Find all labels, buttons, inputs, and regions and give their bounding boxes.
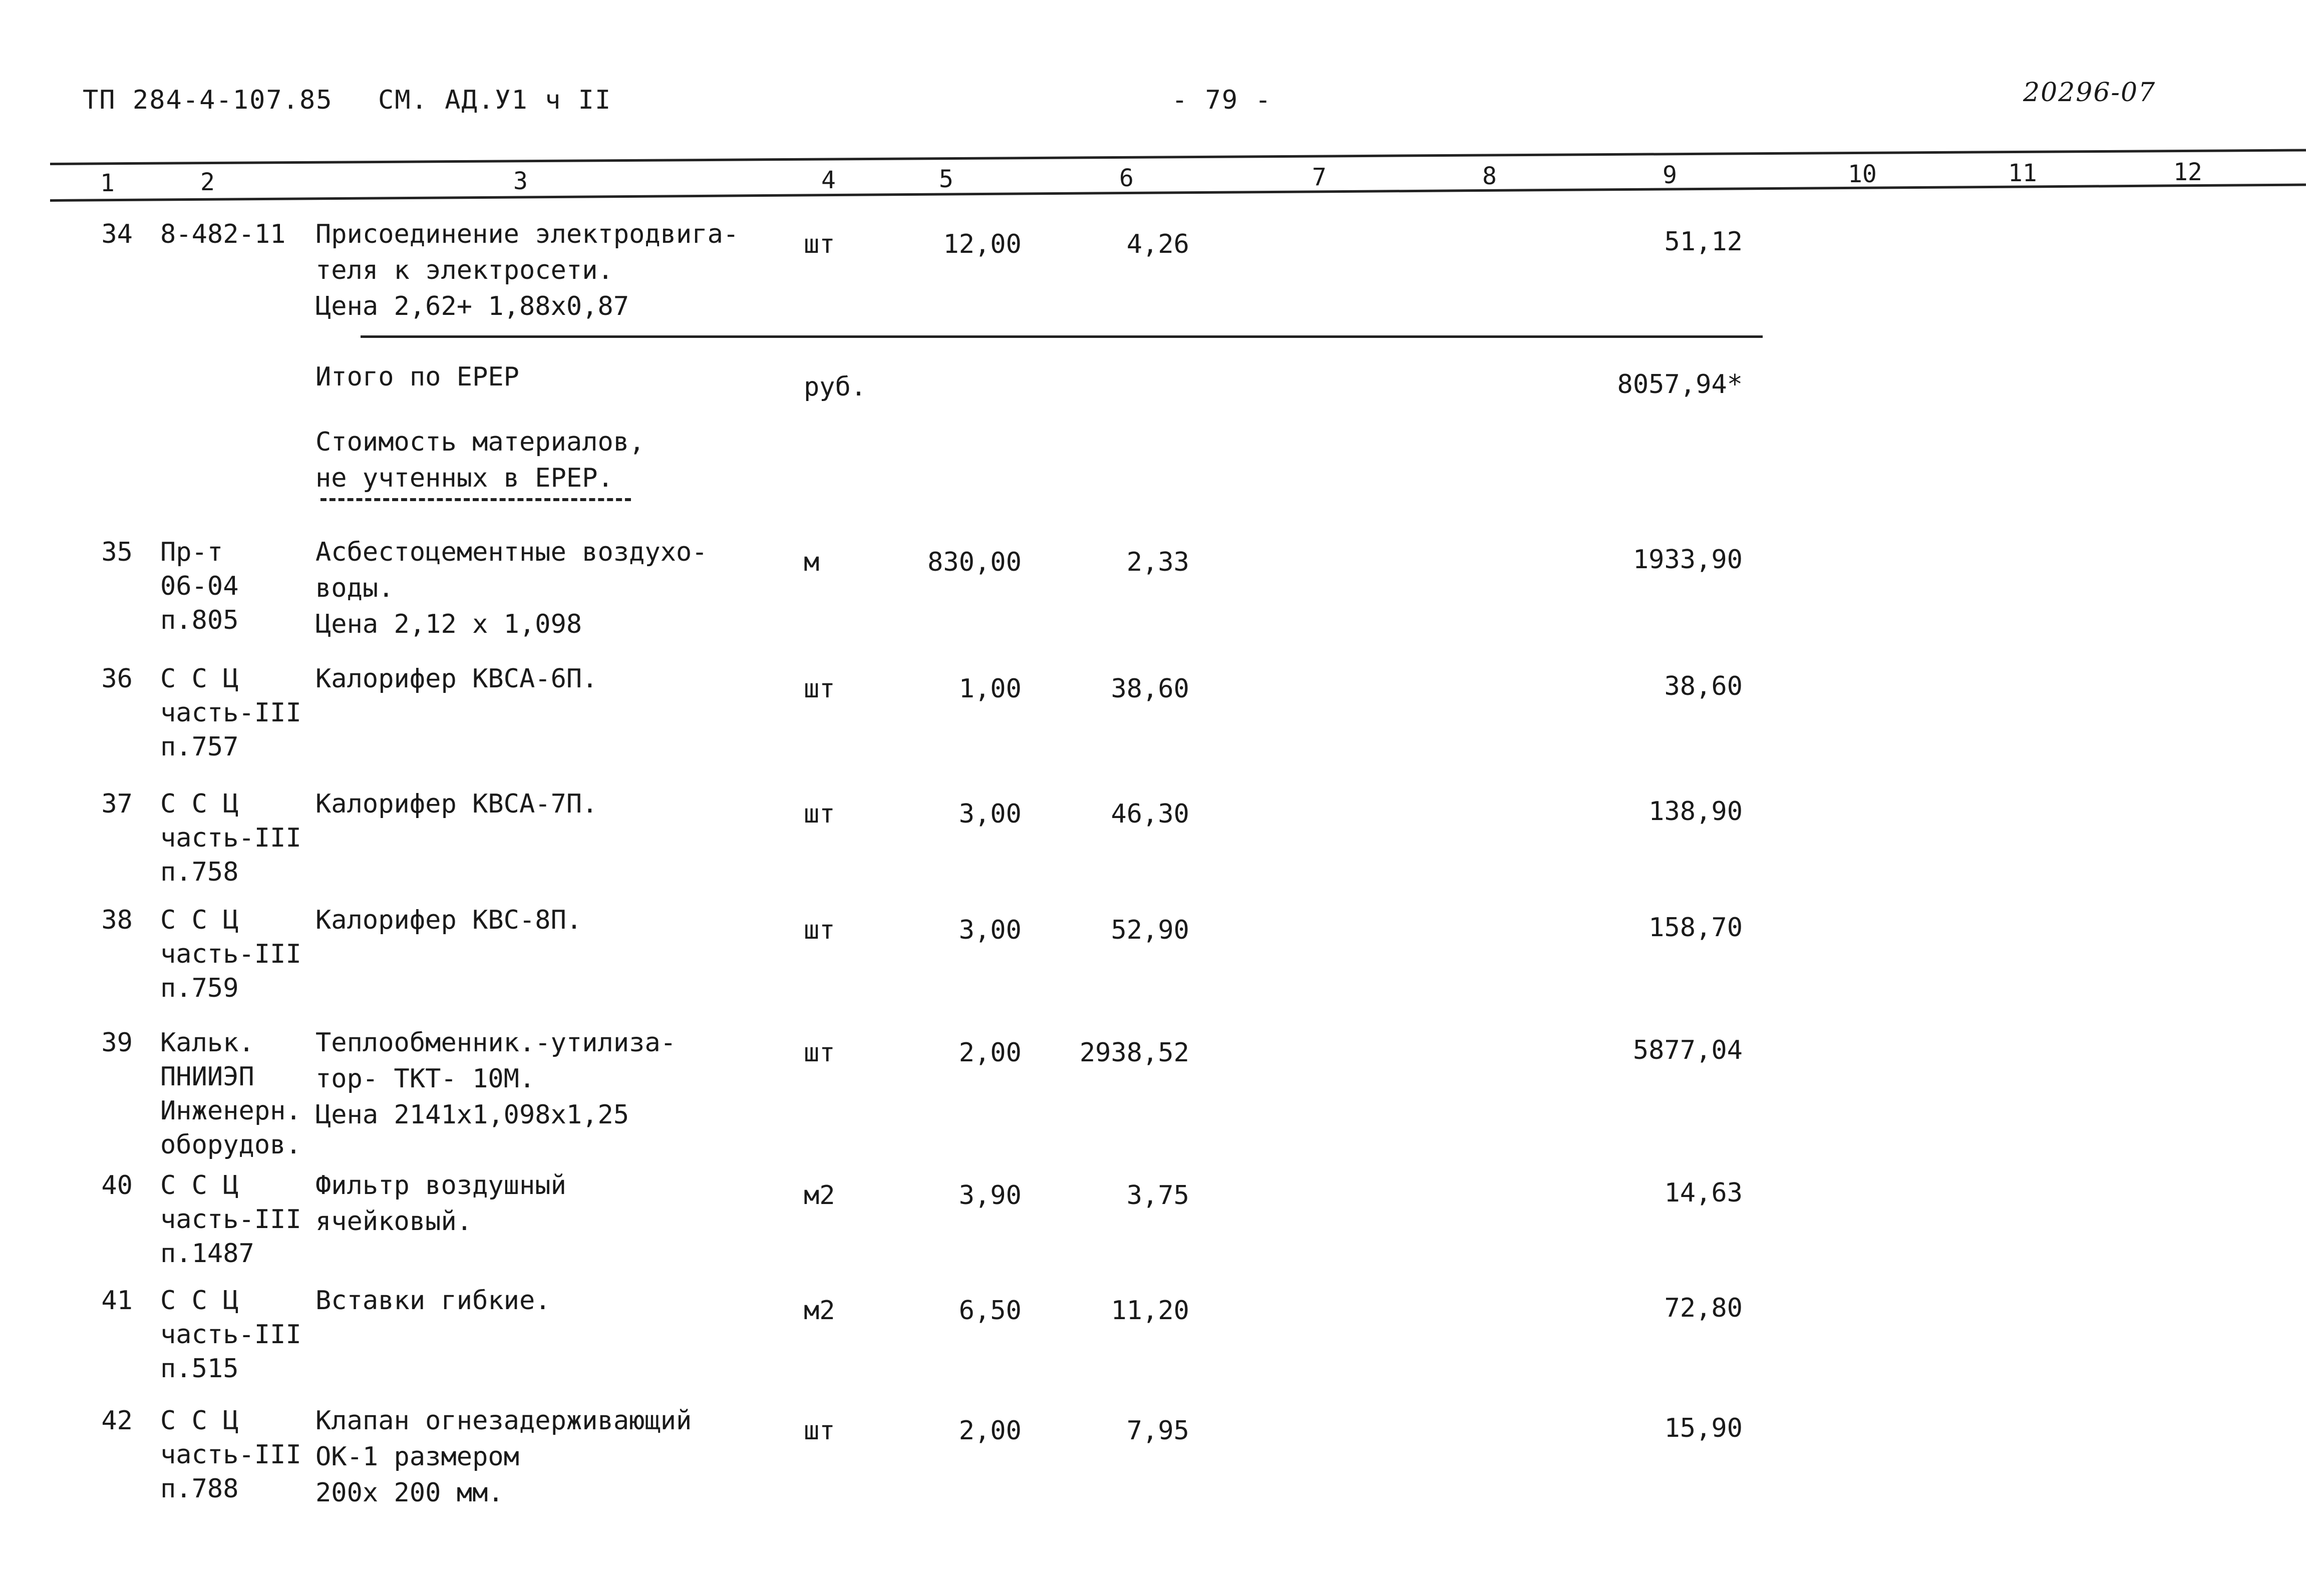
row-code: п.757 bbox=[160, 732, 239, 762]
row-number: 40 bbox=[101, 1170, 133, 1201]
row-number: 38 bbox=[101, 905, 133, 935]
row-number: 37 bbox=[101, 789, 133, 819]
row-name: Клапан огнезадерживающий bbox=[315, 1406, 692, 1436]
row-code: п.515 bbox=[160, 1354, 239, 1384]
row-code: С С Ц bbox=[160, 1170, 239, 1201]
row-code: ПНИИЭП bbox=[160, 1062, 254, 1092]
row-total: 51,12 bbox=[1664, 227, 1743, 257]
row-quantity: 1,00 bbox=[958, 674, 1022, 704]
row-total: 8057,94* bbox=[1617, 369, 1743, 400]
row-number: 36 bbox=[101, 664, 133, 694]
row-quantity: 830,00 bbox=[927, 547, 1022, 577]
row-unit-price: 46,30 bbox=[1111, 799, 1189, 829]
row-name: Цена 2,12 х 1,098 bbox=[315, 609, 582, 639]
row-name: 200х 200 мм. bbox=[315, 1478, 504, 1508]
row-unit-price: 38,60 bbox=[1111, 674, 1189, 704]
row-code: часть-III bbox=[160, 939, 301, 969]
row-name: Теплообменник.-утилиза- bbox=[315, 1028, 677, 1058]
column-number: 7 bbox=[1312, 163, 1327, 191]
materials-dash-rule bbox=[320, 498, 631, 501]
row-unit-price: 7,95 bbox=[1126, 1416, 1189, 1446]
row-number: 34 bbox=[101, 219, 133, 249]
row-code: п.1487 bbox=[160, 1239, 254, 1269]
row-total: 15,90 bbox=[1664, 1413, 1743, 1443]
section-ref: СМ. АД.У1 ч II bbox=[378, 85, 612, 115]
sheet-id: 20296-07 bbox=[2023, 78, 2156, 108]
row-total: 158,70 bbox=[1649, 913, 1743, 943]
row-name: Калорифер КВС-8П. bbox=[315, 905, 582, 935]
row-number: 35 bbox=[101, 537, 133, 567]
column-number: 11 bbox=[2008, 159, 2037, 187]
row-code: С С Ц bbox=[160, 905, 239, 935]
row-code: часть-III bbox=[160, 698, 301, 728]
column-number: 10 bbox=[1848, 160, 1877, 188]
row-number: 42 bbox=[101, 1406, 133, 1436]
row-quantity: 3,90 bbox=[958, 1180, 1022, 1211]
row-code: п.805 bbox=[160, 605, 239, 635]
row-code: С С Ц bbox=[160, 664, 239, 694]
row-unit: шт bbox=[804, 1038, 835, 1068]
row-name: Цена 2,62+ 1,88х0,87 bbox=[315, 291, 629, 321]
doc-code: ТП 284-4-107.85 bbox=[83, 85, 333, 115]
row-name: тор- ТКТ- 10М. bbox=[315, 1064, 535, 1094]
row-unit: м2 bbox=[804, 1180, 835, 1211]
column-number: 5 bbox=[939, 165, 953, 193]
row-total: 138,90 bbox=[1649, 796, 1743, 827]
row-code: п.759 bbox=[160, 973, 239, 1003]
row-unit-price: 3,75 bbox=[1126, 1180, 1189, 1211]
row-name: не учтенных в ЕРЕР. bbox=[315, 463, 613, 493]
row-unit-price: 2,33 bbox=[1126, 547, 1189, 577]
row-quantity: 2,00 bbox=[958, 1416, 1022, 1446]
row-unit: шт bbox=[804, 229, 835, 259]
row-code: часть-III bbox=[160, 823, 301, 853]
row-code: Инженерн. bbox=[160, 1096, 301, 1126]
row-total: 14,63 bbox=[1664, 1178, 1743, 1208]
row-number: 41 bbox=[101, 1286, 133, 1316]
row-code: 8-482-11 bbox=[160, 219, 286, 249]
row-total: 72,80 bbox=[1664, 1293, 1743, 1323]
row-code: часть-III bbox=[160, 1205, 301, 1235]
column-number: 8 bbox=[1482, 162, 1497, 190]
row-code: С С Ц bbox=[160, 789, 239, 819]
header-rule-bottom bbox=[50, 184, 2306, 202]
row-name: воды. bbox=[315, 573, 394, 603]
row-code: часть-III bbox=[160, 1320, 301, 1350]
row-unit-price: 52,90 bbox=[1111, 915, 1189, 945]
row-total: 1933,90 bbox=[1632, 545, 1743, 575]
row-quantity: 2,00 bbox=[958, 1038, 1022, 1068]
row-name: Стоимость материалов, bbox=[315, 427, 645, 457]
row-name: ОК-1 размером bbox=[315, 1442, 519, 1472]
row-unit: шт bbox=[804, 1416, 835, 1446]
row-code: оборудов. bbox=[160, 1130, 301, 1160]
row-code: С С Ц bbox=[160, 1406, 239, 1436]
row-quantity: 12,00 bbox=[943, 229, 1022, 259]
row-total: 38,60 bbox=[1664, 671, 1743, 701]
column-number: 3 bbox=[513, 167, 528, 195]
row-unit-price: 4,26 bbox=[1126, 229, 1189, 259]
row-quantity: 3,00 bbox=[958, 915, 1022, 945]
column-number: 4 bbox=[821, 166, 836, 194]
column-number: 12 bbox=[2173, 158, 2202, 186]
row-code: Пр-т bbox=[160, 537, 223, 567]
subtotal-rule bbox=[361, 335, 1763, 338]
row-unit-price: 11,20 bbox=[1111, 1296, 1189, 1326]
row-code: 06-04 bbox=[160, 571, 239, 601]
row-name: Итого по ЕРЕР bbox=[315, 362, 519, 392]
row-name: Цена 2141х1,098х1,25 bbox=[315, 1100, 629, 1130]
row-name: теля к электросети. bbox=[315, 255, 613, 285]
row-name: Присоединение электродвига- bbox=[315, 219, 739, 249]
row-unit-price: 2938,52 bbox=[1079, 1038, 1189, 1068]
row-name: Асбестоцементные воздухо- bbox=[315, 537, 708, 567]
column-number: 9 bbox=[1663, 161, 1677, 189]
row-code: п.758 bbox=[160, 857, 239, 887]
row-unit: шт bbox=[804, 915, 835, 945]
column-number: 1 bbox=[100, 169, 115, 197]
row-name: ячейковый. bbox=[315, 1207, 473, 1237]
row-name: Калорифер КВСА-7П. bbox=[315, 789, 598, 819]
row-unit: руб. bbox=[804, 372, 867, 402]
row-code: часть-III bbox=[160, 1440, 301, 1470]
row-unit: м bbox=[804, 547, 820, 577]
row-quantity: 3,00 bbox=[958, 799, 1022, 829]
row-number: 39 bbox=[101, 1028, 133, 1058]
column-number: 2 bbox=[200, 168, 215, 196]
row-code: Кальк. bbox=[160, 1028, 254, 1058]
row-code: С С Ц bbox=[160, 1286, 239, 1316]
header-rule-top bbox=[50, 149, 2306, 165]
page-number: - 79 - bbox=[1172, 85, 1272, 115]
row-unit: шт bbox=[804, 674, 835, 704]
row-code: п.788 bbox=[160, 1474, 239, 1504]
row-name: Вставки гибкие. bbox=[315, 1286, 551, 1316]
column-number: 6 bbox=[1119, 164, 1134, 192]
row-unit: м2 bbox=[804, 1296, 835, 1326]
row-quantity: 6,50 bbox=[958, 1296, 1022, 1326]
row-total: 5877,04 bbox=[1632, 1035, 1743, 1065]
row-name: Фильтр воздушный bbox=[315, 1170, 566, 1201]
row-name: Калорифер КВСА-6П. bbox=[315, 664, 598, 694]
row-unit: шт bbox=[804, 799, 835, 829]
